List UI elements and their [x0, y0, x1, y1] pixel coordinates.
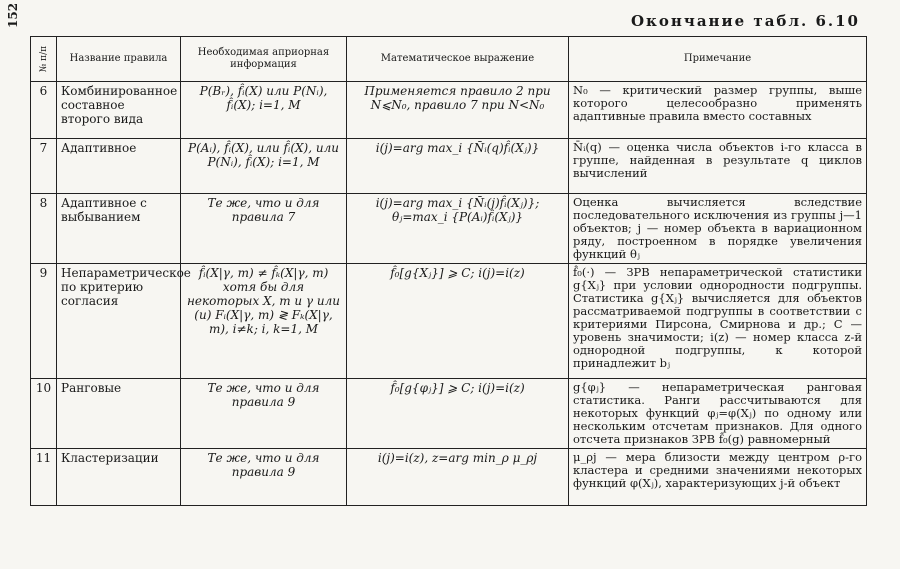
- page-number: 152: [6, 2, 20, 28]
- rule-note: f̂₀(·) — ЗРВ непараметрической статистики g{Xⱼ} при условии однородности подгруппы. Статистика g{Xⱼ} вычисляется для объектов рассматриваемой подгруппы в соответствии с критериями Пирсона, Смирнова и др.; C — уровень значимости; i(z) — номер класса z-й однородной подгруппы, к которой принадлежит bⱼ: [569, 264, 867, 379]
- rule-info: f̂ᵢ(X|γ, m) ≠ f̂ₖ(X|γ, m) хотя бы для некоторых X, m и γ или (и) Fᵢ(X|γ, m) ≷ Fₖ(X|γ, m), i≠k; i, k=1, M: [181, 264, 347, 379]
- rule-note: Оценка вычисляется вследствие последовательного исключения из группы j—1 объектов; j — номер объекта в вариационном ряду, построенном в порядке увеличения функций θⱼ: [569, 194, 867, 264]
- row-num: 6: [31, 82, 57, 139]
- rule-name: Адаптивное с выбыванием: [57, 194, 181, 264]
- row-num: 8: [31, 194, 57, 264]
- row-num: 9: [31, 264, 57, 379]
- table-row: [31, 82, 867, 139]
- header-note: Примечание: [569, 37, 867, 82]
- table-row: [31, 139, 867, 194]
- rule-expr: i(j)=arg max_i {N̄ᵢ(q)f̂ᵢ(Xⱼ)}: [347, 139, 569, 194]
- row-num: 7: [31, 139, 57, 194]
- row-num: 11: [31, 449, 57, 506]
- rule-info: P(Aᵢ), f̂ᵢ(X), или f̂ᵢ(X), или P(Nᵢ), f̂ᵢ(X); i=1, M: [181, 139, 347, 194]
- rule-info: Те же, что и для правила 9: [181, 379, 347, 449]
- rule-info: Те же, что и для правила 9: [181, 449, 347, 506]
- rule-name: Адаптивное: [57, 139, 181, 194]
- table-header-row: [31, 37, 867, 82]
- row-num: 10: [31, 379, 57, 449]
- rule-name: Комбинированное составное второго вида: [57, 82, 181, 139]
- header-expr: Математическое выражение: [347, 37, 569, 82]
- header-num: № п/п: [31, 37, 57, 82]
- rule-name: Непараметрическое по критерию согласия: [57, 264, 181, 379]
- rule-expr: f̂₀[g{Xⱼ}] ⩾ C; i(j)=i(z): [347, 264, 569, 379]
- rule-name: Кластеризации: [57, 449, 181, 506]
- table-caption: Окончание табл. 6.10: [630, 12, 860, 30]
- table-row: [31, 194, 867, 264]
- rule-note: g{φⱼ} — непараметрическая ранговая статистика. Ранги рассчитываются для некоторых функций φⱼ=φ(Xⱼ) по одному или нескольким отсчетам признаков. Для одного отсчета признаков ЗРВ f̂₀(g) равномерный: [569, 379, 867, 449]
- rule-expr: i(j)=i(z), z=arg min_ρ μ_ρj: [347, 449, 569, 506]
- rule-expr: f̂₀[g{φⱼ}] ⩾ C; i(j)=i(z): [347, 379, 569, 449]
- rule-name: Ранговые: [57, 379, 181, 449]
- rule-expr: Применяется правило 2 при N⩽N₀, правило 7 при N<N₀: [347, 82, 569, 139]
- rule-note: N₀ — критический размер группы, выше которого целесообразно применять адаптивные правила вместо составных: [569, 82, 867, 139]
- table-row: [31, 449, 867, 506]
- header-info: Необходимая априорная информация: [181, 37, 347, 82]
- table-row: [31, 264, 867, 379]
- header-name: Название правила: [57, 37, 181, 82]
- rule-info: P(Bᵣ), f̂ᵢ(X) или P(Nᵢ), f̂ᵢ(X); i=1, M: [181, 82, 347, 139]
- rule-note: N̄ᵢ(q) — оценка числа объектов i-го класса в группе, найденная в результате q циклов вычислений: [569, 139, 867, 194]
- rule-info: Те же, что и для правила 7: [181, 194, 347, 264]
- rule-expr: i(j)=arg max_i {N̄ᵢ(j)f̂ᵢ(Xⱼ)}; θⱼ=max_i {P(Aᵢ)f̂ᵢ(Xⱼ)}: [347, 194, 569, 264]
- rule-note: μ_ρj — мера близости между центром ρ-го кластера и средними значениями некоторых функций φ(Xⱼ), характеризующих j-й объект: [569, 449, 867, 506]
- table-row: [31, 379, 867, 449]
- rules-table: [30, 36, 867, 506]
